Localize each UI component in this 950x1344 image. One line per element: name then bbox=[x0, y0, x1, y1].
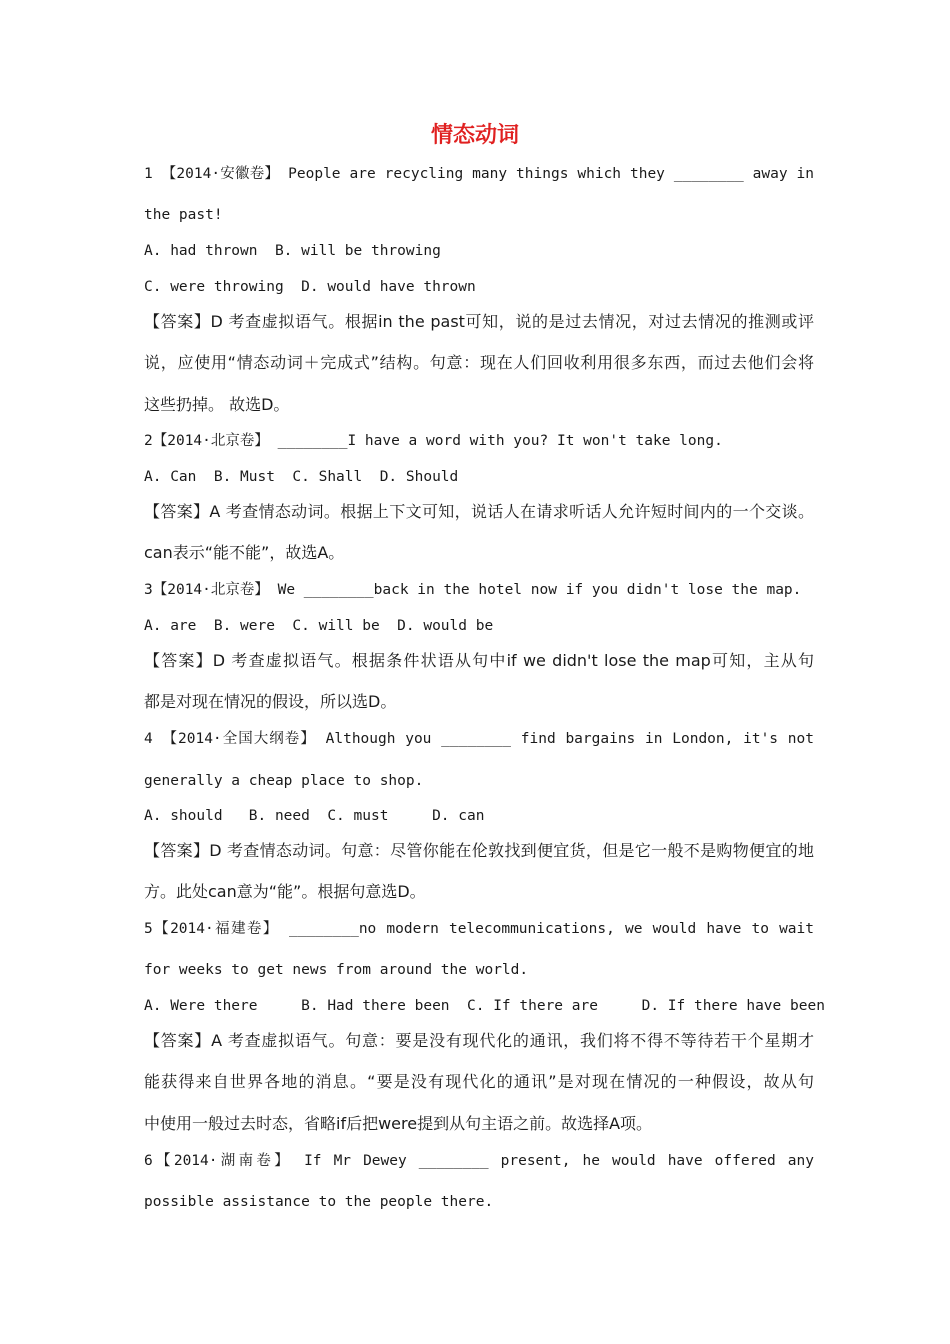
text-line: 中使用一般过去时态，省略if后把were提到从句主语之前。故选择A项。 bbox=[144, 1114, 653, 1133]
text-line: A. Were there B. Had there been C. If there are D. If there have been bbox=[144, 998, 825, 1014]
text-line: 能获得来自世界各地的消息。“要是没有现代化的通讯”是对现在情况的一种假设，故从句 bbox=[144, 1072, 814, 1091]
text-line: 6【2014·湖南卷】 If Mr Dewey ________ present, he would have offered any bbox=[144, 1153, 814, 1169]
text-line: 2【2014·北京卷】 ________I have a word with you? It won't take long. bbox=[144, 433, 723, 449]
text-line: can表示“能不能”，故选A。 bbox=[144, 543, 345, 562]
text-line: generally a cheap place to shop. bbox=[144, 773, 424, 789]
text-line: 【答案】D 考查情态动词。句意：尽管你能在伦敦找到便宜货，但是它一般不是购物便宜的地 bbox=[144, 841, 814, 860]
document-title: 情态动词 bbox=[430, 123, 519, 148]
text-line: A. are B. were C. will be D. would be bbox=[144, 618, 494, 634]
text-line: for weeks to get news from around the world. bbox=[144, 962, 529, 978]
text-line: 【答案】A 考查情态动词。根据上下文可知，说话人在请求听话人允许短时间内的一个交谈。 bbox=[144, 502, 814, 521]
text-line: 【答案】A 考查虚拟语气。句意：要是没有现代化的通讯，我们将不得不等待若干个星期才 bbox=[144, 1031, 814, 1050]
text-line: the past! bbox=[144, 207, 223, 223]
text-line: A. Can B. Must C. Shall D. Should bbox=[144, 469, 459, 485]
text-line: 【答案】D 考查虚拟语气。根据in the past可知，说的是过去情况，对过去情况的推测或评 bbox=[144, 312, 814, 331]
text-line: A. had thrown B. will be throwing bbox=[144, 243, 441, 259]
text-line: 这些扔掉。 故选D。 bbox=[144, 395, 290, 414]
text-line: 都是对现在情况的假设，所以选D。 bbox=[144, 692, 397, 711]
text-line: 方。此处can意为“能”。根据句意选D。 bbox=[144, 882, 426, 901]
text-line: A. should B. need C. must D. can bbox=[144, 808, 485, 824]
text-line: 3【2014·北京卷】 We ________back in the hotel now if you didn't lose the map. bbox=[144, 582, 802, 598]
text-line: 1 【2014·安徽卷】 People are recycling many things which they ________ away in bbox=[144, 166, 814, 182]
text-line: possible assistance to the people there. bbox=[144, 1194, 494, 1210]
text-line: 4 【2014·全国大纲卷】 Although you ________ find bargains in London, it's not bbox=[144, 731, 814, 747]
text-line: 说，应使用“情态动词＋完成式”结构。句意：现在人们回收利用很多东西，而过去他们会将 bbox=[144, 353, 814, 372]
text-line: 【答案】D 考查虚拟语气。根据条件状语从句中if we didn't lose the map可知，主从句 bbox=[144, 651, 814, 670]
text-line: C. were throwing D. would have thrown bbox=[144, 279, 476, 295]
text-line: 5【2014·福建卷】 ________no modern telecommunications, we would have to wait bbox=[144, 921, 814, 937]
